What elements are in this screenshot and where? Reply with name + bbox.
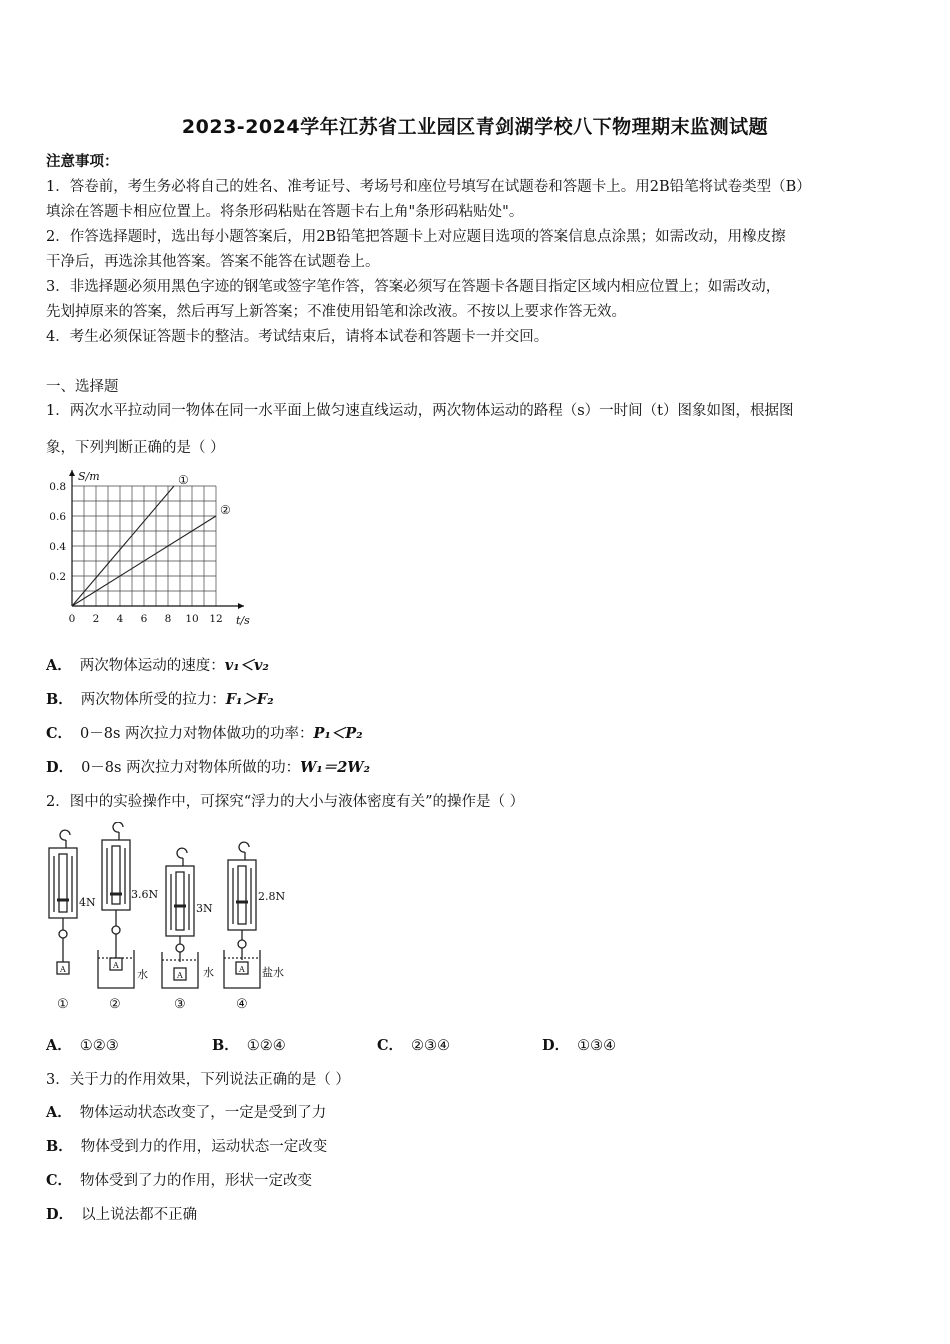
option-label: A． xyxy=(46,657,72,674)
notice-line: 1．答卷前，考生务必将自己的姓名、准考证号、考场号和座位号填写在试题卷和答题卡上。用2B铅笔将试卷类型（B） xyxy=(46,179,811,195)
option-label: A． xyxy=(46,1104,72,1121)
option-text: 物体运动状态改变了，一定是受到了力 xyxy=(79,1105,327,1121)
option-text: 物体受到力的作用，运动状态一定改变 xyxy=(80,1139,328,1155)
option-label: C． xyxy=(46,1172,73,1189)
liquid-label-3: 水 xyxy=(203,966,214,979)
q2-option-d[interactable] xyxy=(542,1036,616,1056)
q3-option-c[interactable] xyxy=(46,1171,312,1191)
option-text: 物体受到了力的作用，形状一定改变 xyxy=(80,1173,313,1189)
x-axis-arrow xyxy=(238,603,244,609)
q3-stem: 3．关于力的作用效果，下列说法正确的是（ ） xyxy=(46,1072,350,1088)
series-label-2: ② xyxy=(220,503,231,517)
option-text: 0－8s 两次拉力对物体做功的功率： xyxy=(80,726,314,742)
y-tick-label: 0.4 xyxy=(49,541,66,553)
figure-label-3: ③ xyxy=(174,997,186,1012)
notice-line: 4．考生必须保证答题卡的整洁。考试结束后，请将本试卷和答题卡一并交回。 xyxy=(46,329,549,345)
option-label: B． xyxy=(46,1138,73,1155)
option-label: D． xyxy=(542,1037,570,1054)
reading-4: 2.8N xyxy=(258,890,286,903)
y-tick-label: 0.6 xyxy=(49,511,66,523)
notice-line: 先划掉原来的答案，然后再写上新答案；不准使用铅笔和涂改液。不按以上要求作答无效。 xyxy=(46,304,626,320)
figure-label-4: ④ xyxy=(236,997,248,1012)
q1-option-a[interactable] xyxy=(46,656,269,676)
option-text: ②③④ xyxy=(411,1038,451,1054)
x-tick-label: 10 xyxy=(185,613,199,625)
notice-line: 2．作答选择题时，选出每小题答案后，用2B铅笔把答题卡上对应题目选项的答案信息点涂黑；如需改动，用橡皮擦 xyxy=(46,229,786,245)
q3-option-d[interactable] xyxy=(46,1205,197,1225)
q3-option-a[interactable] xyxy=(46,1103,326,1123)
option-text: 两次物体所受的拉力： xyxy=(80,692,226,708)
option-text: 两次物体运动的速度： xyxy=(79,658,225,674)
spring-scale-figure xyxy=(40,822,310,1014)
spring-scale-3 xyxy=(162,848,198,988)
option-label: B． xyxy=(46,691,73,708)
option-text: ①③④ xyxy=(577,1038,617,1054)
spring-scale-1 xyxy=(49,830,77,974)
liquid-label-4: 盐水 xyxy=(262,966,284,979)
y-axis-label: S/m xyxy=(78,470,100,483)
notice-line: 填涂在答题卡相应位置上。将条形码粘贴在答题卡右上角"条形码粘贴处"。 xyxy=(46,204,524,220)
q2-stem: 2．图中的实验操作中，可探究“浮力的大小与液体密度有关”的操作是（ ） xyxy=(46,794,525,810)
reading-1: 4N xyxy=(79,896,96,909)
reading-2: 3.6N xyxy=(131,888,159,901)
section-heading: 一、选择题 xyxy=(46,379,119,395)
q1-option-d[interactable] xyxy=(46,758,370,778)
q1-option-c[interactable] xyxy=(46,724,363,744)
notice-line: 3．非选择题必须用黑色字迹的钢笔或签字笔作答，答案必须写在答题卡各题目指定区域内相应位置上；如需改动， xyxy=(46,279,781,295)
block-label-3: A xyxy=(177,971,183,980)
x-tick-label: 2 xyxy=(92,613,100,625)
block-label-4: A xyxy=(239,965,245,974)
q1-option-b[interactable] xyxy=(46,690,274,710)
st-graph xyxy=(40,470,270,630)
figure-label-2: ② xyxy=(109,997,121,1012)
block-label-1: A xyxy=(60,965,66,974)
reading-3: 3N xyxy=(196,902,213,915)
option-text: 0－8s 两次拉力对物体所做的功： xyxy=(81,760,301,776)
option-label: C． xyxy=(46,725,73,742)
option-label: D． xyxy=(46,1206,74,1223)
x-tick-label: 4 xyxy=(116,613,124,625)
q3-option-b[interactable] xyxy=(46,1137,327,1157)
option-text: ①②④ xyxy=(246,1038,286,1054)
x-tick-label: 12 xyxy=(209,613,223,625)
y-tick-label: 0.2 xyxy=(49,571,66,583)
y-axis-arrow xyxy=(69,470,75,476)
page-title: 2023-2024学年江苏省工业园区青剑湖学校八下物理期末监测试题 xyxy=(181,116,769,138)
option-label: A． xyxy=(46,1037,72,1054)
x-axis-label: t/s xyxy=(236,614,250,627)
q1-stem-line1: 1．两次水平拉动同一物体在同一水平面上做匀速直线运动，两次物体运动的路程（s）一时间（t）图象如图，根据图 xyxy=(46,403,794,419)
option-formula: v₁＜v₂ xyxy=(224,657,269,674)
series-label-1: ① xyxy=(178,473,189,487)
option-label: C． xyxy=(377,1037,404,1054)
q2-option-c[interactable] xyxy=(377,1036,450,1056)
notice-line: 干净后，再选涂其他答案。答案不能答在试题卷上。 xyxy=(46,254,380,270)
option-label: D． xyxy=(46,759,74,776)
option-label: B． xyxy=(212,1037,239,1054)
y-tick-label: 0.8 xyxy=(49,481,66,493)
x-tick-label: 0 xyxy=(68,613,76,625)
figure-label-1: ① xyxy=(57,997,69,1012)
block-label-2: A xyxy=(113,961,119,970)
notice-heading: 注意事项： xyxy=(46,153,119,170)
liquid-label-2: 水 xyxy=(137,968,148,981)
q1-stem-line2: 象，下列判断正确的是（ ） xyxy=(46,440,225,456)
option-formula: W₁＝2W₂ xyxy=(300,759,370,776)
option-formula: F₁＞F₂ xyxy=(225,691,274,708)
q2-option-b[interactable] xyxy=(212,1036,286,1056)
x-tick-label: 8 xyxy=(164,613,172,625)
option-text: ①②③ xyxy=(79,1038,119,1054)
x-tick-label: 6 xyxy=(140,613,148,625)
q2-option-a[interactable] xyxy=(46,1036,119,1056)
option-text: 以上说法都不正确 xyxy=(81,1207,198,1223)
option-formula: P₁＜P₂ xyxy=(313,725,363,742)
